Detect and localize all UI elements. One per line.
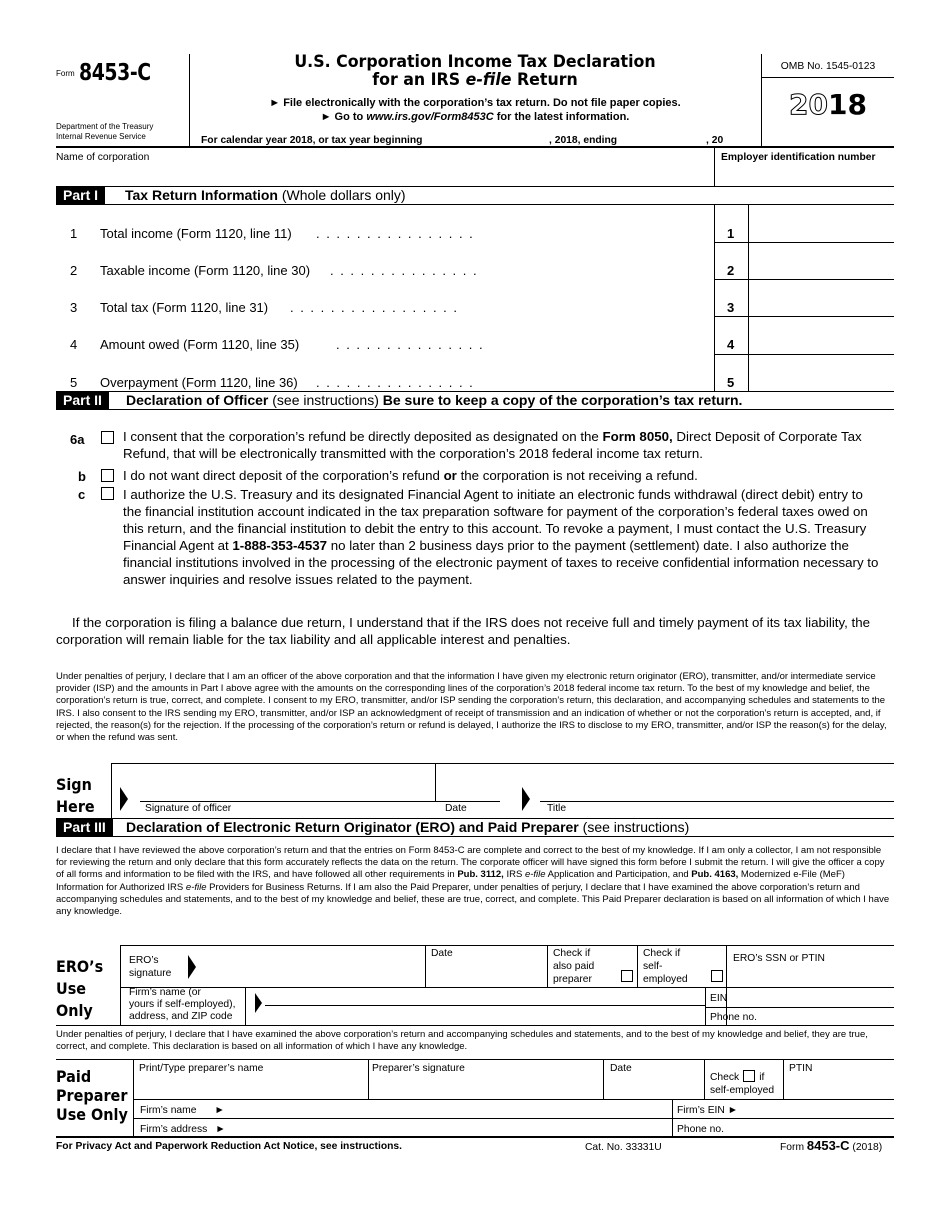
ero-bottom-rule	[56, 1025, 894, 1026]
line5-label: Overpayment (Form 1120, line 36)	[100, 375, 298, 390]
ero-sig-word2: signature	[129, 968, 172, 979]
part3-title-note: (see instructions)	[578, 819, 690, 835]
line3-rule	[714, 316, 894, 317]
line3-number: 3	[70, 300, 78, 315]
ero-date-label: Date	[431, 948, 453, 959]
line6a-form8050: Form 8050,	[602, 429, 673, 444]
ero-decl-efile-1: e-file	[524, 869, 546, 881]
use-only-word: Use Only	[56, 1105, 128, 1124]
name-of-corporation-input[interactable]	[56, 166, 712, 184]
part1-title-bottom-rule	[56, 204, 894, 205]
pub-4163: Pub. 4163,	[691, 869, 739, 881]
prep-self-employed-word: self-employed	[710, 1085, 775, 1096]
line1-amount-input[interactable]	[752, 224, 892, 242]
line2-number: 2	[70, 263, 78, 278]
line6a-text-2: Direct Deposit of Corporate Tax Refund, that will be electronically transmitted with the corporation’s 2018 federal income tax return.	[123, 429, 862, 461]
firm-address-word: Firm’s address	[140, 1124, 208, 1135]
instruction-2-pre: ► Go to	[320, 111, 367, 123]
preparer-date-label: Date	[610, 1063, 632, 1074]
footer-form-number: 8453-C	[806, 1138, 850, 1153]
line2-box-number: 2	[727, 263, 735, 278]
signature-of-officer-label: Signature of officer	[145, 803, 232, 814]
part2-label: Part II	[56, 392, 109, 409]
footer-form-id	[780, 1139, 882, 1154]
line6b-text	[123, 467, 883, 484]
line3-leader: .................	[290, 300, 464, 315]
ero-top-rule	[120, 945, 894, 946]
irs-url-link[interactable]: www.irs.gov/Form8453C	[366, 111, 494, 123]
preparer-phone-input[interactable]	[730, 1120, 892, 1136]
ero-decl-1: I declare that I have reviewed the above corporation’s return and that the entries on Form 8453-C are complete and correct to the best of my knowledge. If I am only a collector, I am not responsible for reviewing the return and only declare that this form accurately reflects the data on the return. The corporate officer will have signed this form before I submit the return. I will give the officer a copy of all forms and information to be filed with the IRS, and have followed all other requirements in	[56, 845, 885, 881]
part3-title	[126, 819, 689, 836]
ero-date-divider	[425, 945, 426, 987]
ptin-input[interactable]	[788, 1078, 892, 1098]
line4-leader: ...............	[336, 337, 490, 352]
part3-title-bold: Declaration of Electronic Return Originator (ERO) and Paid Preparer	[126, 819, 579, 835]
line1-leader: ................	[316, 226, 480, 241]
omb-underline	[761, 77, 894, 78]
ptin-label: PTIN	[789, 1063, 813, 1074]
prep-date-divider	[603, 1059, 604, 1099]
part2-title-note: (see instructions)	[268, 392, 383, 408]
ero-decl-3: Application and Participation, and	[545, 869, 692, 881]
tax-year-bold: 18	[828, 88, 867, 121]
ero-ein-label: EIN	[710, 993, 728, 1004]
title-efile: e-file	[465, 70, 512, 90]
preparer-firm-name-input[interactable]	[240, 1101, 668, 1117]
line6a-number: 6a	[70, 432, 85, 447]
ero-paid-preparer-checkbox[interactable]	[621, 970, 633, 982]
sign-here-label	[56, 774, 95, 818]
ero-phone-input[interactable]	[765, 1009, 892, 1024]
form-number-block	[56, 60, 167, 86]
form-title	[190, 53, 760, 89]
line5-box-number: 5	[727, 375, 735, 390]
firm-address-arrow-icon: ►	[215, 1124, 226, 1135]
ero-ein-input[interactable]	[735, 989, 892, 1005]
line4-amount-input[interactable]	[752, 335, 892, 353]
part2-title-bold2: Be sure to keep a copy of the corporation’s tax return.	[382, 392, 743, 408]
line1-box-number: 1	[727, 226, 735, 241]
officer-date-field[interactable]	[438, 766, 498, 800]
name-of-corporation-label: Name of corporation	[56, 152, 150, 163]
line6a-text	[123, 428, 883, 462]
tax-year-begin: For calendar year 2018, or tax year beginning	[201, 135, 423, 146]
line1-number: 1	[70, 226, 78, 241]
firm-ein-label: Firm’s EIN ►	[677, 1105, 738, 1116]
ero-ein-rule	[705, 1007, 894, 1008]
preparer-signature-input[interactable]	[372, 1078, 600, 1098]
ero-firm-name-input[interactable]	[270, 989, 700, 1005]
line6b-or: or	[443, 468, 457, 483]
balance-due-statement: If the corporation is filing a balance due return, I understand that if the IRS does not receive full and timely payment of its tax liability, the corporation will remain liable for the tax liability and all applicable interest and penalties.	[56, 615, 871, 647]
line2-rule	[714, 279, 894, 280]
ero-mid-rule	[120, 987, 894, 988]
dept-treasury: Department of the Treasury	[56, 122, 154, 131]
part2-title	[126, 392, 742, 409]
ero-only-word: Only	[56, 1001, 93, 1020]
here-word: Here	[56, 797, 95, 816]
paid-top-rule	[56, 1059, 894, 1060]
ero-firm-divider	[245, 987, 246, 1025]
title-arrow-icon	[522, 787, 530, 811]
ero-decl-efile-2: e-file	[185, 881, 207, 893]
line2-label: Taxable income (Form 1120, line 30)	[100, 263, 311, 278]
prep-check-divider	[704, 1059, 705, 1099]
paid-mid-rule	[133, 1099, 894, 1100]
preparer-self-employed-label	[710, 1070, 774, 1097]
form-number: 8453-C	[79, 60, 151, 86]
ero-ein-divider	[705, 987, 706, 1025]
ptin-divider	[783, 1059, 784, 1099]
tax-year-mid: , 2018, ending	[549, 135, 618, 146]
title-line1: U.S. Corporation Income Tax Declaration	[294, 52, 656, 72]
ero-self-3: employed	[643, 974, 688, 985]
line6b-text-2: the corporation is not receiving a refund.	[456, 468, 698, 483]
title-line2-pre: for an IRS	[372, 70, 466, 90]
omb-number: OMB No. 1545-0123	[780, 61, 876, 72]
ero-use-word: Use	[56, 979, 87, 998]
ero-firm-3: address, and ZIP code	[129, 1011, 233, 1022]
line4-label: Amount owed (Form 1120, line 35)	[100, 337, 300, 352]
line2-leader: ...............	[330, 263, 484, 278]
prep-sig-divider	[368, 1059, 369, 1099]
ero-paid-1: Check if	[553, 948, 591, 959]
firm-name-arrow-icon: ►	[214, 1105, 225, 1116]
irs-name: Internal Revenue Service	[56, 132, 146, 141]
ero-self-employed-label	[643, 947, 688, 986]
preparer-perjury-statement: Under penalties of perjury, I declare that I have examined the above corporation’s return and accompanying schedules and statements, and to the best of my knowledge and belief, they are true, correct, and complete. This declaration is based on all information of which I have any knowledge.	[56, 1029, 868, 1053]
ein-input[interactable]	[720, 166, 892, 184]
part1-label: Part I	[56, 187, 105, 204]
date-label: Date	[445, 803, 467, 814]
line2-amount-input[interactable]	[752, 261, 892, 279]
line4-number: 4	[70, 337, 78, 352]
tax-year	[762, 88, 894, 122]
line6a-checkbox[interactable]	[101, 431, 114, 444]
line6b-checkbox[interactable]	[101, 469, 114, 482]
ero-decl-4: Modernized e-File (MeF) Information for Authorized IRS	[56, 869, 845, 893]
ero-left-divider	[120, 945, 121, 1025]
ero-self-divider	[637, 945, 638, 987]
ero-self-2: self-	[643, 961, 663, 972]
part3-title-bottom-rule	[56, 836, 894, 837]
sign-top-rule	[112, 763, 894, 764]
ein-label: Employer identification number	[721, 152, 876, 163]
line5-leader: ................	[316, 375, 480, 390]
officer-signature-field[interactable]	[140, 766, 432, 800]
ero-self-employed-checkbox[interactable]	[711, 970, 723, 982]
preparer-self-employed-checkbox[interactable]	[743, 1070, 755, 1082]
ero-signature-field[interactable]	[205, 948, 423, 984]
paid-left-divider	[133, 1059, 134, 1137]
sign-arrow-icon	[120, 787, 128, 811]
pub-3112: Pub. 3112,	[457, 869, 504, 881]
preparer-firm-address-input[interactable]	[240, 1120, 668, 1136]
ero-ssn-label: ERO’s SSN or PTIN	[733, 953, 825, 964]
ero-self-1: Check if	[643, 948, 681, 959]
ero-word: ERO’s	[56, 957, 104, 976]
line6c-checkbox[interactable]	[101, 487, 114, 500]
preparer-name-input[interactable]	[138, 1078, 366, 1098]
footer-rule	[56, 1136, 894, 1138]
line6a-text-1: I consent that the corporation’s refund be directly deposited as designated on the	[123, 429, 603, 444]
title-line2-post: Return	[511, 70, 578, 90]
part1-title	[125, 187, 406, 204]
title-line2	[210, 71, 740, 89]
preparer-signature-label: Preparer’s signature	[372, 1063, 465, 1074]
footer-form-year: (2018)	[849, 1142, 883, 1153]
ein-divider	[714, 148, 715, 186]
date-divider	[435, 764, 436, 801]
line4-rule	[714, 354, 894, 355]
ero-phone-label: Phone no.	[710, 1012, 757, 1023]
tax-year-end: , 20	[706, 135, 724, 146]
prep-if-word: if	[759, 1072, 765, 1083]
part1-box-left-border	[714, 205, 715, 392]
ero-signature-label	[129, 954, 171, 980]
line3-box-number: 3	[727, 300, 735, 315]
line1-rule	[714, 242, 894, 243]
sign-divider	[111, 763, 112, 818]
ero-paid-divider	[547, 945, 548, 987]
part1-title-bold: Tax Return Information	[125, 187, 278, 203]
line6c-number: c	[78, 487, 86, 502]
line4-box-number: 4	[727, 337, 735, 352]
prep-check-word: Check	[710, 1072, 740, 1083]
line6c-text-1: I authorize the U.S. Treasury and its designated Financial Agent to initiate an electronic funds withdrawal (direct debit) entry to the financial institution account indicated in the tax preparation software for payment of the corporation’s federal taxes owed on this return, and the financial institution to debit the entry to this account. To revoke a payment, I must contact the U.S. Treasury Financial Agent at	[123, 487, 868, 553]
line6b-number: b	[78, 469, 86, 484]
ero-paid-preparer-label	[553, 947, 594, 986]
form-word: Form	[56, 69, 75, 78]
instruction-1: ► File electronically with the corporation’s tax return. Do not file paper copies.	[269, 97, 681, 109]
line3-amount-input[interactable]	[752, 298, 892, 316]
firm-name-word: Firm’s name	[140, 1105, 197, 1116]
firm-ein-input[interactable]	[745, 1101, 892, 1117]
ero-paid-2: also paid	[553, 961, 595, 972]
ero-use-only-label	[56, 956, 103, 1022]
ero-ssn-input[interactable]	[730, 966, 892, 984]
part1-box-mid-border	[748, 205, 749, 392]
ero-signature-arrow-icon	[188, 955, 196, 979]
instruction-2	[190, 110, 760, 124]
ero-firm-label	[129, 987, 235, 1023]
preparer-phone-label: Phone no.	[677, 1124, 724, 1135]
preparer-word: Preparer	[56, 1086, 128, 1105]
part2-title-bottom-rule	[56, 409, 894, 410]
ero-firm-name-line	[265, 1005, 705, 1006]
line6c-text-2: no later than 2 business days prior to the payment (settlement) date. I also authorize the financial institutions involved in the processing of the electronic payment of taxes to receive confidential information necessary to answer inquiries and resolve issues related to the payment.	[123, 538, 879, 587]
part2-title-bold1: Declaration of Officer	[126, 392, 269, 408]
ero-decl-2: IRS	[503, 869, 525, 881]
footer-form-word: Form	[780, 1142, 807, 1153]
line6c-text	[123, 486, 883, 588]
firm-address-label	[140, 1123, 226, 1136]
firm-name-rule	[133, 1118, 894, 1119]
ero-firm-2: yours if self-employed),	[129, 999, 236, 1010]
ero-firm-1: Firm’s name (or	[129, 987, 201, 998]
paid-word: Paid	[56, 1067, 92, 1086]
ero-sig-word1: ERO’s	[129, 955, 159, 966]
officer-perjury-statement: Under penalties of perjury, I declare that I am an officer of the above corporation and that the information I have given my electronic return originator (ERO), transmitter, and/or intermediate service provider (ISP) and the amounts in Part I above agree with the amounts on the corresponding lines of the corporation’s 2018 federal income tax return. To the best of my knowledge and belief, the corporation’s return is true, correct, and complete. I consent to my ERO, transmitter, and/or ISP sending the corporation’s return, this declaration, and accompanying schedules and statements to the IRS. I also consent to the IRS sending my ERO, transmitter, and/or ISP an acknowledgment of receipt of transmission and an indication of whether or not the corporation’s return is accepted, and, if rejected, the reason(s) for the rejection. If the processing of the corporation’s return or refund is delayed, I authorize the IRS to disclose to my ERO, transmitter, and/or ISP the reason(s) for the delay, or when the refund was sent.	[56, 671, 887, 744]
ero-firm-arrow-icon	[255, 993, 262, 1013]
header-bottom-rule	[56, 146, 894, 148]
line5-number: 5	[70, 375, 78, 390]
line5-amount-input[interactable]	[752, 373, 892, 391]
catalog-number: Cat. No. 33331U	[585, 1142, 662, 1153]
preparer-name-label: Print/Type preparer’s name	[139, 1063, 264, 1074]
privacy-notice: For Privacy Act and Paperwork Reduction Act Notice, see instructions.	[56, 1141, 402, 1152]
line1-label: Total income (Form 1120, line 11)	[100, 226, 292, 241]
title-line	[540, 801, 894, 802]
instruction-2-post: for the latest information.	[493, 111, 630, 123]
paid-preparer-use-only-label	[56, 1067, 128, 1124]
line3-label: Total tax (Form 1120, line 31)	[100, 300, 269, 315]
tax-year-outline: 20	[789, 88, 828, 121]
part1-title-note: (Whole dollars only)	[277, 187, 406, 203]
ero-firm-address-input[interactable]	[270, 1007, 700, 1023]
treasury-phone: 1-888-353-4537	[232, 538, 328, 553]
officer-title-field[interactable]	[545, 766, 890, 800]
title-label: Title	[547, 803, 567, 814]
part3-label: Part III	[56, 819, 113, 836]
preparer-date-input[interactable]	[608, 1078, 700, 1098]
ero-declaration	[56, 845, 894, 918]
ero-paid-3: preparer	[553, 974, 592, 985]
firm-name-label	[140, 1104, 225, 1117]
line6b-text-1: I do not want direct deposit of the corporation’s refund	[123, 468, 444, 483]
ero-decl-5: Providers for Business Returns. If I am also the Paid Preparer, under penalties of perjury, I declare that I have examined the above corporation’s return and accompanying schedules and statements, and to the best of my knowledge and belief, these are true, correct, and complete. This Paid Preparer declaration is based on all information of which I have any knowledge.	[56, 881, 890, 918]
sign-word: Sign	[56, 775, 92, 794]
